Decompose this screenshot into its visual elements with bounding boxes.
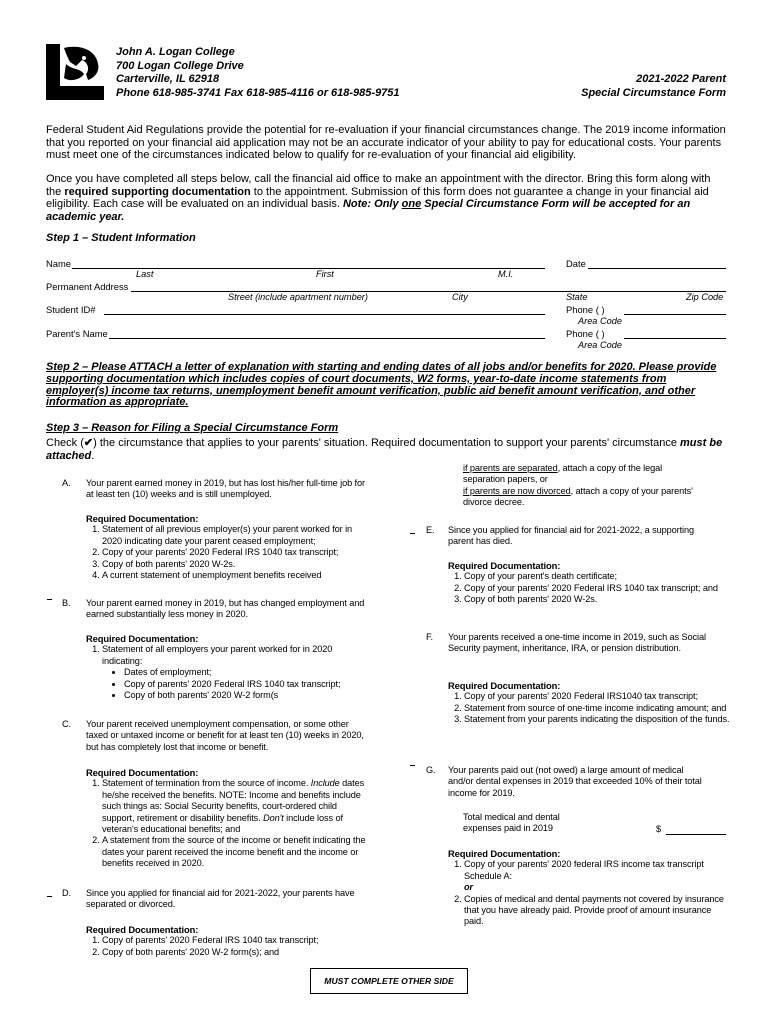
item-c-text: Your parent received unemployment compensation, or some other taxed or untaxed income or benefit for at least ten (10) weeks in 2020, but has completely lost that income or benefit. — [86, 719, 364, 752]
date-label: Date — [566, 258, 586, 269]
area-code1-sublabel: Area Code — [578, 316, 622, 326]
medical-total-label: Total medical and dental expenses paid in 2019 — [463, 812, 560, 834]
item-a-docs: Required Documentation: 1. Statement of all previous employer(s) your parent worked for in 2020 indicating date your parent ceased employment; 2. Copy of your parents' 2020 Federal IRS 1040 tax transcript; 3. Copy of both parents' 2020 W-2s. 4. A current statement of unemployment benefits received — [86, 513, 366, 581]
form-title: Special Circumstance Form — [581, 86, 726, 99]
zip-sublabel: Zip Code — [686, 292, 724, 302]
intro-paragraph-2: Once you have completed all steps below, call the financial aid office to make an appointment with the director. Bring this form along with the required supporting documentation to the appointment. Submission of this form does not guarantee a change in your financial aid eligibility. Each case will be evaluated on an individual basis. Note: Only one Special Circumstance Form will be accepted for an academic year. — [46, 173, 711, 223]
street-sublabel: Street (include apartment number) — [228, 292, 368, 302]
item-a-letter: A. — [62, 478, 71, 488]
item-f-doc-1: 1. Copy of your parents' 2020 Federal IRS1040 tax transcript; — [464, 691, 730, 702]
item-d-doc-3b: if parents are now divorced, attach a copy of your parents' divorce decree. — [463, 485, 693, 508]
item-b-checkbox[interactable] — [47, 599, 52, 600]
area-code2-sublabel: Area Code — [578, 340, 622, 350]
address-field[interactable] — [131, 291, 726, 292]
item-g-or: or — [464, 882, 473, 893]
state-sublabel: State — [566, 292, 588, 302]
item-b-docs: Required Documentation: 1. Statement of all employers your parent worked for in 2020 indicating: • Dates of employment; • Copy of parents' 2020 Federal IRS 1040 tax transcript; • Copy of both parents' 2020 W-2 form(s — [86, 633, 366, 701]
phone1-label: Phone ( ) — [566, 304, 605, 315]
item-f-letter: F. — [426, 632, 433, 642]
item-g-checkbox[interactable] — [410, 765, 415, 766]
must-complete-label: MUST COMPLETE OTHER SIDE — [324, 976, 454, 986]
item-d-checkbox[interactable] — [47, 896, 52, 897]
phone2-label: Phone ( ) — [566, 328, 605, 339]
item-d-continued — [463, 463, 693, 509]
item-b-letter: B. — [62, 598, 71, 608]
item-g-doc-1: 1. Copy of your parents' 2020 federal IRS income tax transcript Schedule A: or — [464, 859, 730, 893]
item-d-doc-1: 1. Copy of parents' 2020 Federal IRS 1040 tax transcript; — [102, 935, 366, 946]
item-d-letter: D. — [62, 888, 71, 898]
student-id-label: Student ID# — [46, 304, 96, 315]
item-f-doc-3: 3. Statement from your parents indicating the disposition of the funds. — [464, 714, 730, 725]
item-a-doc-3: 3. Copy of both parents' 2020 W-2s. — [102, 559, 366, 570]
item-e-doc-3: 3. Copy of both parents' 2020 W-2s. — [464, 594, 730, 605]
item-c-doc-1: 1. Statement of termination from the source of income. Include dates he/she received the benefits. NOTE: Income and benefits include such things as: Social Security benefits, court-ordered child support, retirement or disability benefits. Don't include loss of veteran's educational benefits; and — [102, 778, 366, 835]
dollar-sign: $ — [656, 824, 662, 834]
step3-instructions: Check (✔) the circumstance that applies to your parents' situation. Required documentation to support your parents' circumstance must be attached. — [46, 437, 723, 462]
item-b-doc-1: 1. Statement of all employers your parent worked for in 2020 indicating: • Dates of employment; • Copy of parents' 2020 Federal IRS 1040 tax transcript; • Copy of both parents' 2020 W-2 form(s — [102, 644, 366, 701]
item-e-docs: Required Documentation: 1. Copy of your parent's death certificate; 2. Copy of your parents' 2020 Federal IRS 1040 tax transcript; and 3. Copy of both parents' 2020 W-2s. — [448, 560, 730, 606]
item-g-doc-2: 2. Copies of medical and dental payments not covered by insurance that you have already paid. Provide proof of amount insurance paid. — [464, 894, 730, 928]
address-label: Permanent Address — [46, 281, 129, 292]
form-year: 2021-2022 Parent — [636, 73, 726, 85]
checkmark-icon: ✔ — [83, 437, 94, 449]
item-d-doc-2: 2. Copy of both parents' 2020 W-2 form(s); and — [102, 947, 366, 958]
item-c-doc-2: 2. A statement from the source of the income or benefit indicating the dates your parent received the income benefit and the income or benefits received in 2020. — [102, 835, 366, 869]
college-contact: Phone 618-985-3741 Fax 618-985-4116 or 618-985-9751 — [116, 86, 400, 99]
college-city: Carterville, IL 62918 — [116, 73, 220, 85]
phone2-field[interactable] — [624, 338, 726, 339]
must-complete-box — [310, 968, 468, 994]
item-f-docs: Required Documentation: 1. Copy of your parents' 2020 Federal IRS1040 tax transcript; 2. Statement from source of one-time income indicating amount; and 3. Statement from your parents indicating the disposition of the funds. — [448, 680, 730, 726]
step2-text: Step 2 – Please ATTACH a letter of explanation with starting and ending dates of all jobs and/or benefits for 2020. Please provide supporting documentation which includes copies of court documents, W2 forms, year-to-date income statements from employer(s) income tax returns, unemployment benefit amount verification, public aid benefit amount verification, and other information as appropriate. — [46, 361, 717, 409]
item-c-letter: C. — [62, 719, 71, 729]
intro-paragraph-1: Federal Student Aid Regulations provide the potential for re-evaluation if your financial circumstances change. The 2019 income information that you reported on your financial aid application may not be an accurate indicator of your ability to pay for educational costs. Your parents must meet one of the circumstances indicated below to qualify for re-evaluation of your financial aid eligibility. — [46, 124, 726, 162]
item-b-bullet-1: • Dates of employment; — [124, 667, 366, 678]
medical-total-field[interactable] — [666, 834, 726, 835]
city-sublabel: City — [452, 292, 468, 302]
item-a-doc-2: 2. Copy of your parents' 2020 Federal IRS 1040 tax transcript; — [102, 547, 366, 558]
first-sublabel: First — [316, 269, 334, 279]
student-id-field[interactable] — [104, 314, 545, 315]
item-a-doc-4: 4. A current statement of unemployment benefits received — [102, 570, 366, 581]
item-g-docs: Required Documentation: 1. Copy of your parents' 2020 federal IRS income tax transcript Schedule A: or 2. Copies of medical and dental payments not covered by insurance that you have already paid. Provide proof of amount insurance paid. — [448, 848, 730, 928]
date-field[interactable] — [588, 268, 726, 269]
item-e-doc-2: 2. Copy of your parents' 2020 Federal IRS 1040 tax transcript; and — [464, 583, 730, 594]
last-sublabel: Last — [136, 269, 154, 279]
phone1-field[interactable] — [624, 314, 726, 315]
form-title-block — [581, 73, 726, 100]
item-a-text: Your parent earned money in 2019, but has lost his/her full-time job for at least ten (10) weeks and is still unemployed. — [86, 478, 365, 500]
step1-title: Step 1 – Student Information — [46, 232, 196, 244]
item-g-letter: G. — [426, 765, 436, 775]
parents-name-label: Parent's Name — [46, 328, 108, 339]
item-e-checkbox[interactable] — [410, 533, 415, 534]
college-address-block — [116, 46, 400, 100]
name-label: Name — [46, 258, 72, 269]
college-street: 700 Logan College Drive — [116, 59, 244, 72]
mi-sublabel: M.I. — [498, 269, 514, 279]
item-e-letter: E. — [426, 525, 435, 535]
item-e-doc-1: 1. Copy of your parent's death certificate; — [464, 571, 730, 582]
item-f-text: Your parents received a one-time income in 2019, such as Social Security payment, inheritance, IRA, or pension distribution. — [448, 632, 706, 654]
item-d-text: Since you applied for financial aid for 2021-2022, your parents have separated or divorced. — [86, 888, 355, 910]
college-logo — [46, 44, 104, 100]
item-d-doc-3: if parents are separated, attach a copy of the legal separation papers, or — [463, 463, 663, 485]
item-e-text: Since you applied for financial aid for 2021-2022, a supporting parent has died. — [448, 525, 695, 547]
item-f-doc-2: 2. Statement from source of one-time income indicating amount; and — [464, 703, 730, 714]
item-a-doc-1: 1. Statement of all previous employer(s) your parent worked for in 2020 indicating date your parent ceased employment; — [102, 524, 366, 547]
item-b-bullet-2: • Copy of parents' 2020 Federal IRS 1040 tax transcript; — [124, 679, 366, 690]
item-d-docs: Required Documentation: 1. Copy of parents' 2020 Federal IRS 1040 tax transcript; 2. Copy of both parents' 2020 W-2 form(s); and — [86, 924, 366, 958]
item-b-text: Your parent earned money in 2019, but has changed employment and earned substantially less money in 2020. — [86, 598, 365, 620]
item-b-bullet-3: • Copy of both parents' 2020 W-2 form(s — [124, 690, 366, 701]
step3-title: Step 3 – Reason for Filing a Special Circumstance Form — [46, 422, 339, 434]
college-name: John A. Logan College — [116, 46, 235, 58]
item-c-docs: Required Documentation: 1. Statement of termination from the source of income. Include dates he/she received the benefits. NOTE: Income and benefits include such things as: Social Security benefits, court-ordered child support, retirement or disability benefits. Don't include loss of veteran's educational benefits; and 2. A statement from the source of the income or benefit indicating the dates your parent received the income benefit and the income or benefits received in 2020. — [86, 767, 366, 870]
item-g-text: Your parents paid out (not owed) a large amount of medical and/or dental expenses in 2019 that exceeded 10% of their total income for 2019. — [448, 765, 702, 798]
parents-name-field[interactable] — [109, 338, 545, 339]
